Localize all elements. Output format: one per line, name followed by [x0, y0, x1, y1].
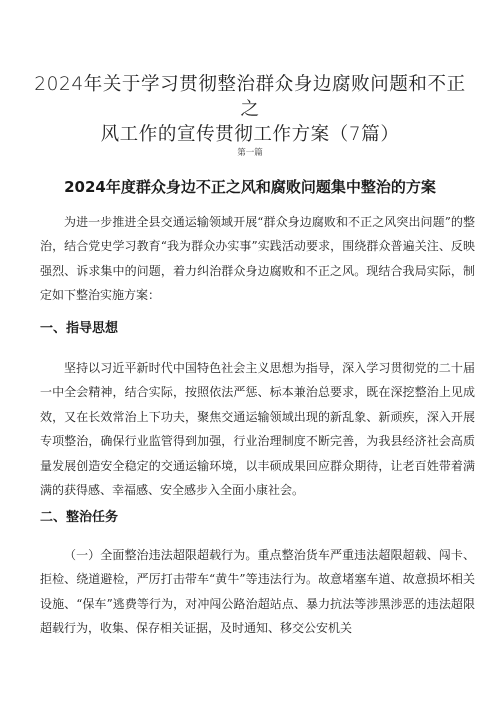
paragraph-guiding-ideology: 坚持以习近平新时代中国特色社会主义思想为指导，深入学习贯彻党的二十届一中全会精神，结合实际，按照依法严惩、标本兼治总要求，既在深挖整治上见成效，又在长效常治上下功夫，聚焦交通运输领域出现的新乱象、新顽疾，深入开展专项整治，确保行业监管得到加强，行业治理制度不断完善，为我县经济社会高质量发展创造安全稳定的交通运输环境，以丰硕成果回应群众期待，让老百姓带着满满的获得感、幸福感、安全感步入全面小康社会。 [40, 361, 475, 498]
paragraph-rectification-tasks: （一）全面整治违法超限超载行为。重点整治货车严重违法超限超载、闯卡、拒检、绕道避检，严厉打击带车“黄牛”等违法行为。故意堵塞车道、故意损坏相关设施、“保车”逃费等行为，对冲闯公路治超站点、暴力抗法等涉黑涉恶的违法超限超载行为，收集、保存相关证据，及时通知、移交公安机关 [40, 548, 475, 636]
part-label: 第一篇 [237, 148, 263, 158]
heading-rectification-tasks: 二、整治任务 [40, 510, 119, 525]
heading-guiding-ideology: 一、指导思想 [40, 321, 119, 336]
document-title-line-2: 风工作的宣传贯彻工作方案（7篇） [100, 124, 400, 145]
document-title-line-1: 2024年关于学习贯彻整治群众身边腐败问题和不正之 [34, 74, 466, 120]
section-title: 2024年度群众身边不正之风和腐败问题集中整治的方案 [64, 178, 436, 196]
intro-paragraph: 为进一步推进全县交通运输领域开展“群众身边腐败和不正之风突出问题”的整治，结合党史学习教育“我为群众办实事”实践活动要求，围绕群众普遍关注、反映强烈、诉求集中的问题，着力纠治群众身边腐败和不正之风。现结合我局实际，制定如下整治实施方案： [40, 215, 475, 303]
document-title [30, 72, 470, 147]
